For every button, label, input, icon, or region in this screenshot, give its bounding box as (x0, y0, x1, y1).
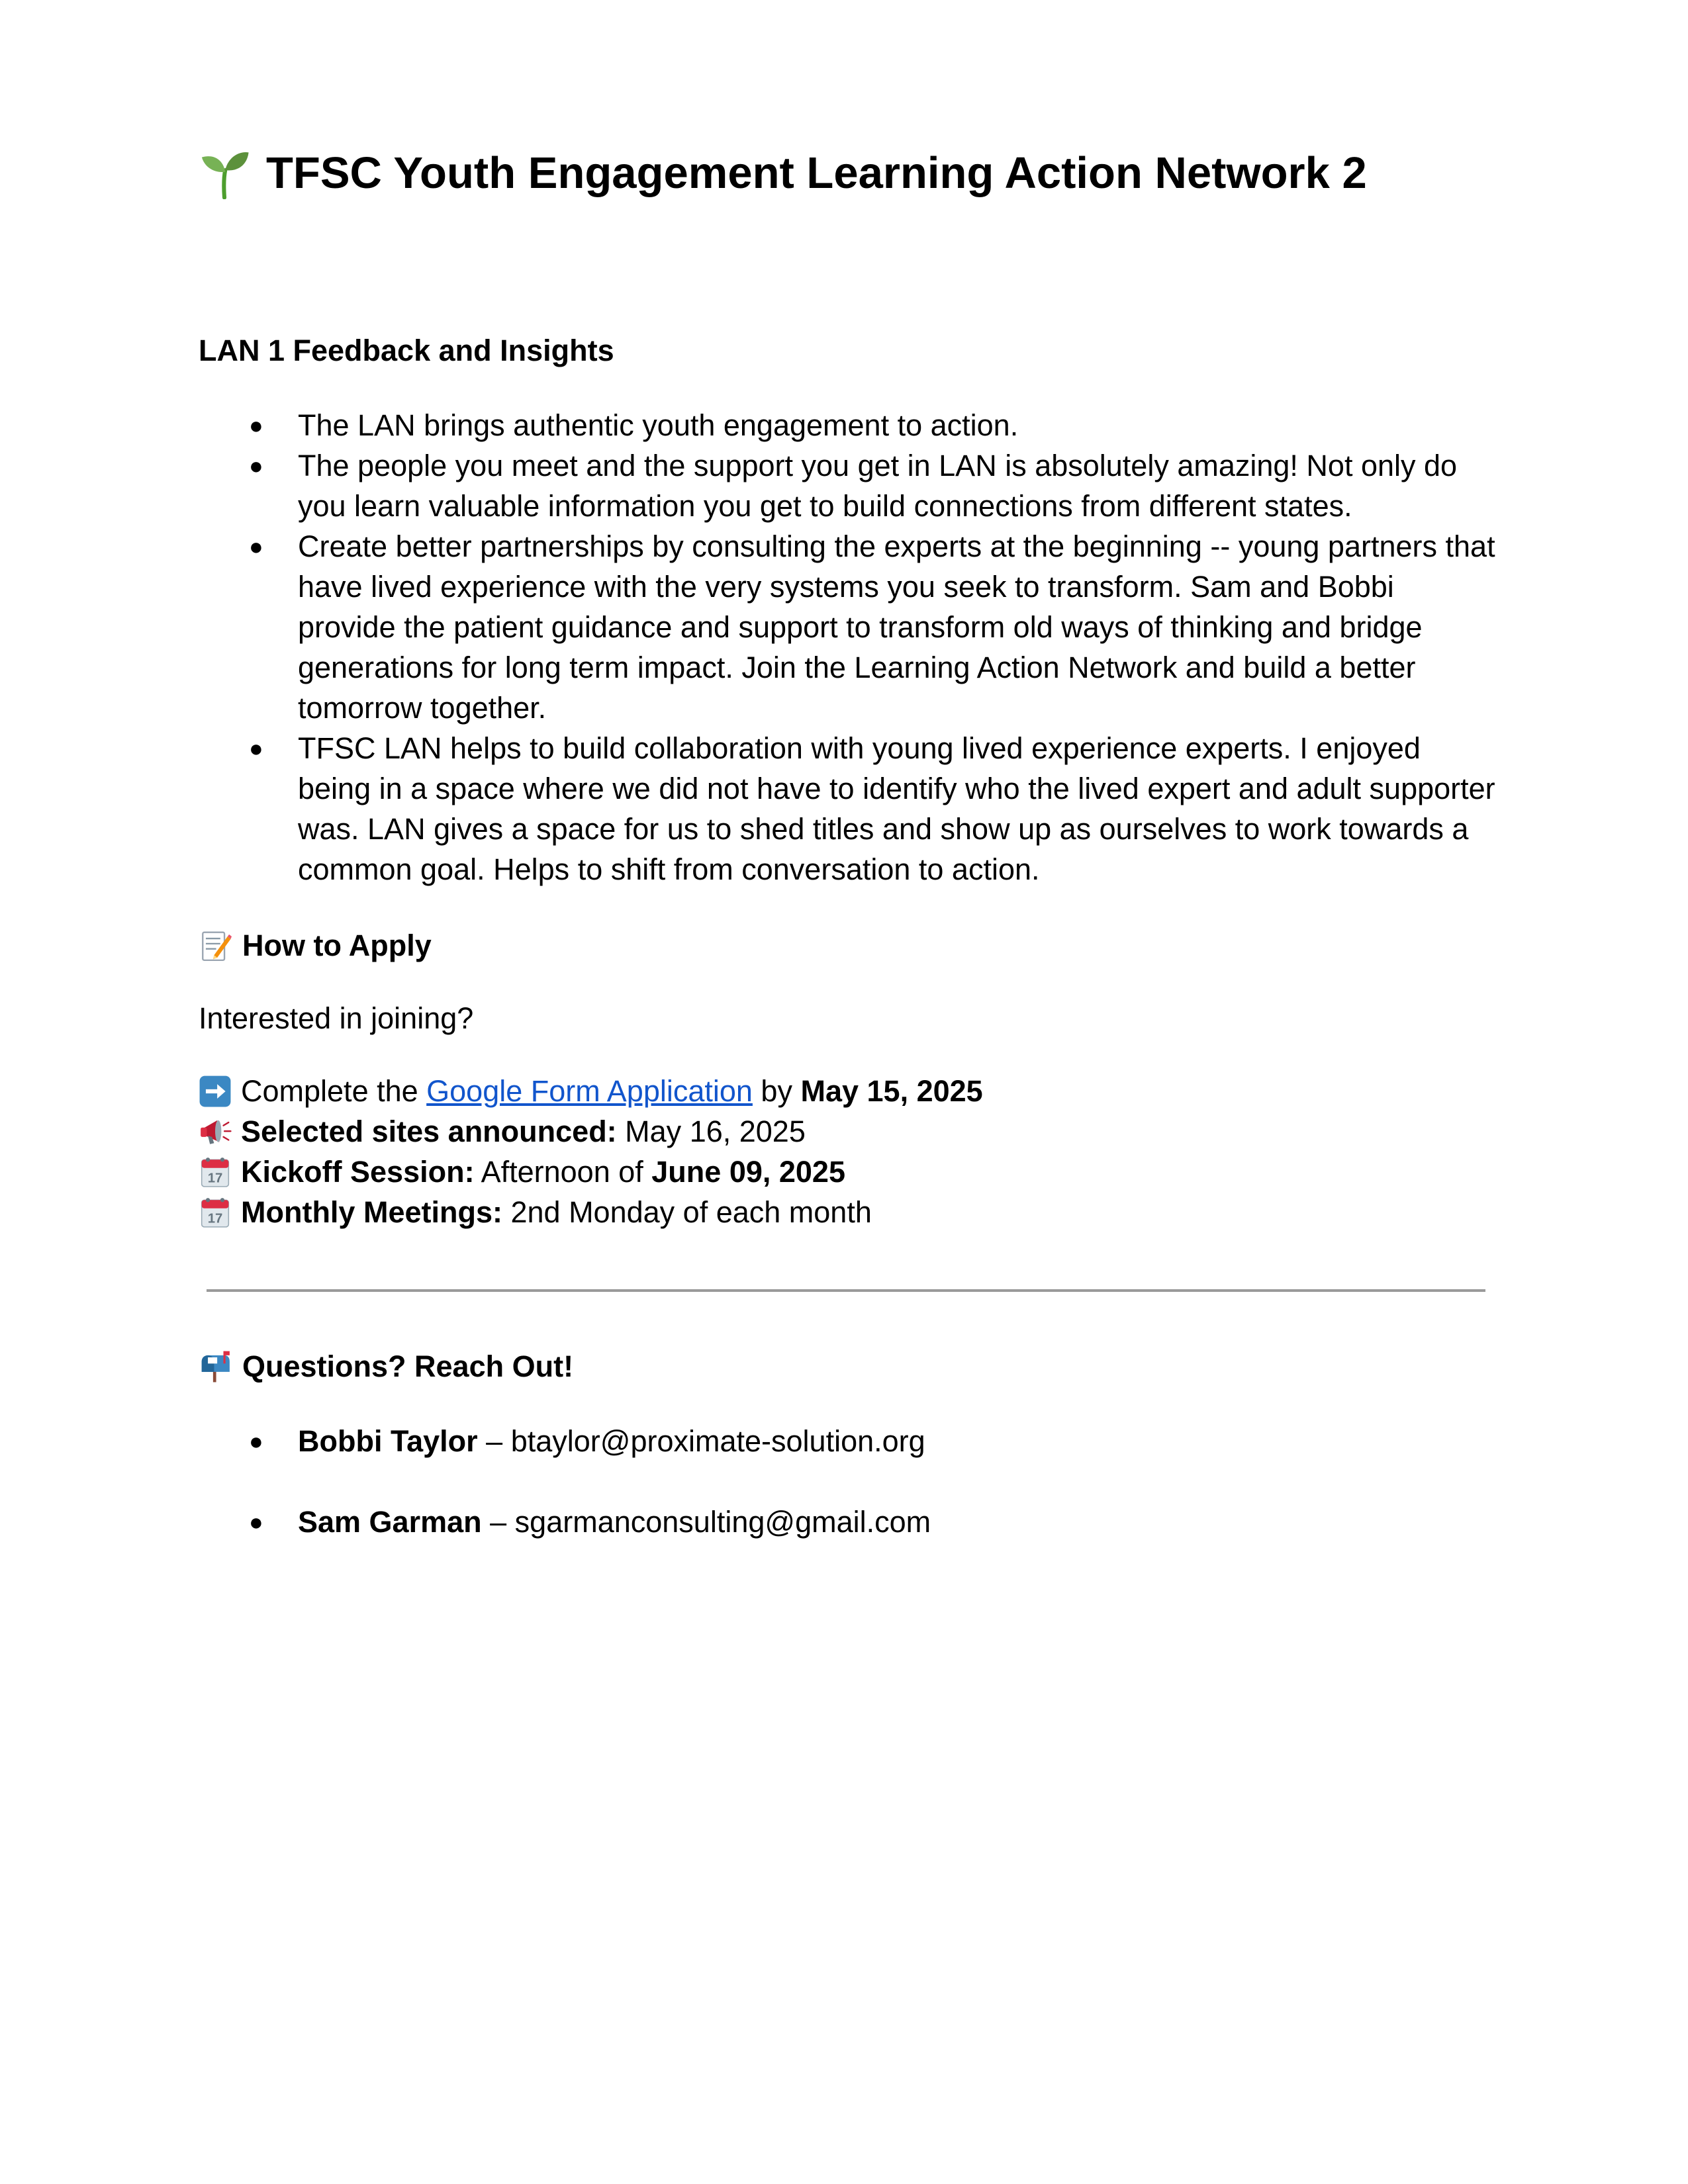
how-to-apply-heading-text: How to Apply (242, 929, 432, 962)
contact-name: Sam Garman (298, 1505, 482, 1539)
apply-line-announced (199, 1111, 983, 1152)
svg-text:17: 17 (207, 1171, 223, 1186)
meetings-label: Monthly Meetings: (241, 1195, 502, 1229)
questions-heading-text: Questions? Reach Out! (242, 1349, 574, 1383)
feedback-list (199, 405, 1496, 889)
bullet-icon: ● (249, 412, 263, 439)
google-form-link[interactable]: Google Form Application (426, 1074, 753, 1108)
bullet-icon: ● (249, 1508, 263, 1535)
apply-line-meetings (199, 1192, 983, 1232)
apply-line-kickoff: 17 Kickoff Session: Afternoon of June 09, 2025 (199, 1152, 983, 1192)
how-to-apply-heading (199, 927, 432, 964)
list-item: ● TFSC LAN helps to build collaboration with young lived experience experts. I enjoyed being in a space where we did not have to identify who the lived expert and adult supporter was. LAN gives a space for us to shed titles and show up as ourselves to work towards a common goal. Helps to shift from conversation to action. (199, 728, 1496, 889)
apply-intro: Interested in joining? (199, 1001, 474, 1035)
list-item: ● The LAN brings authentic youth engagement to action. (199, 405, 1496, 445)
megaphone-icon (199, 1115, 241, 1148)
kickoff-label: Kickoff Session: (241, 1155, 475, 1189)
contact-item: ● Bobbi Taylor – btaylor@proximate-solution.org (199, 1421, 931, 1461)
contact-email[interactable]: sgarmanconsulting@gmail.com (514, 1505, 931, 1539)
bullet-icon: ● (249, 452, 263, 479)
announced-label: Selected sites announced: (241, 1115, 617, 1148)
right-arrow-icon (199, 1075, 241, 1108)
memo-icon (199, 929, 242, 962)
calendar-icon (199, 1196, 241, 1229)
bullet-icon: ● (249, 533, 263, 560)
questions-heading (199, 1348, 573, 1385)
bullet-icon: ● (249, 1428, 263, 1455)
contact-item: ● Sam Garman – sgarmanconsulting@gmail.com (199, 1502, 931, 1542)
svg-text:17: 17 (207, 1211, 223, 1226)
feedback-heading: LAN 1 Feedback and Insights (199, 334, 614, 367)
contact-list (199, 1421, 931, 1542)
application-deadline: May 15, 2025 (800, 1074, 983, 1108)
announced-value: May 16, 2025 (616, 1115, 806, 1148)
contact-email[interactable]: btaylor@proximate-solution.org (510, 1424, 925, 1458)
contact-name: Bobbi Taylor (298, 1424, 478, 1458)
apply-line-form: Complete the Google Form Application by May 15, 2025 (199, 1071, 983, 1111)
list-item: ● The people you meet and the support you get in LAN is absolutely amazing! Not only do you learn valuable information you get to build connections from different states. (199, 445, 1496, 526)
calendar-icon (199, 1156, 241, 1189)
page-title (199, 147, 1367, 200)
seedling-icon (199, 148, 266, 199)
bullet-icon: ● (249, 735, 263, 762)
list-item: ● Create better partnerships by consulting the experts at the beginning -- young partners that have lived experience with the very systems you seek to transform. Sam and Bobbi provide the patient guidance and support to transform old ways of thinking and bridge generations for long term impact. Join the Learning Action Network and build a better tomorrow together. (199, 526, 1496, 728)
apply-details (199, 1071, 983, 1232)
mailbox-icon (199, 1350, 242, 1383)
page-title-text: TFSC Youth Engagement Learning Action Network 2 (266, 148, 1367, 198)
kickoff-date: June 09, 2025 (651, 1155, 845, 1189)
horizontal-divider (207, 1289, 1485, 1292)
meetings-value: 2nd Monday of each month (502, 1195, 872, 1229)
